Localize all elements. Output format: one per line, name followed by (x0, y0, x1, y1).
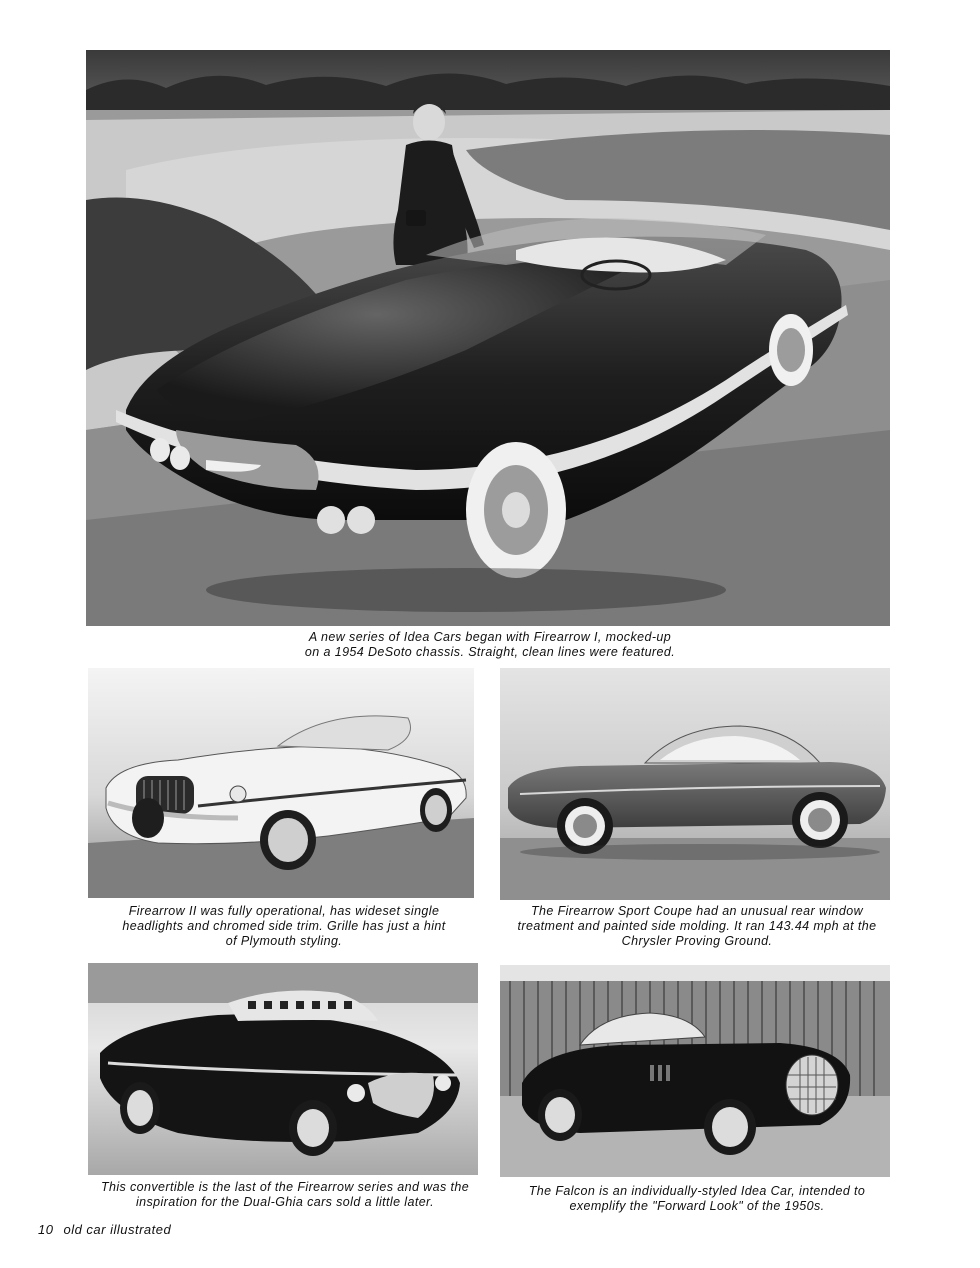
photo-firearrow-convertible (88, 963, 478, 1175)
photo-firearrow-sport-coupe (500, 668, 890, 900)
caption-line: The Firearrow Sport Coupe had an unusual rear window (530, 904, 864, 918)
caption-line: Firearrow II was fully operational, has wideset single (128, 904, 440, 918)
page-footer (38, 1222, 171, 1237)
caption-falcon (500, 1184, 894, 1214)
page-number: 10 (38, 1222, 54, 1237)
caption-line: This convertible is the last of the Firearrow series and was the (100, 1180, 470, 1194)
caption-firearrow-ii (88, 904, 480, 949)
caption-firearrow-convertible (86, 1180, 484, 1210)
caption-line: of Plymouth styling. (225, 934, 343, 948)
publication-name: old car illustrated (63, 1222, 172, 1237)
caption-line: The Falcon is an individually-styled Idea Car, intended to (528, 1184, 866, 1198)
photo-firearrow-i (86, 50, 890, 626)
caption-line: Chrysler Proving Ground. (621, 934, 773, 948)
caption-firearrow-sport-coupe (500, 904, 894, 949)
caption-firearrow-i (240, 630, 740, 660)
photo-falcon (500, 965, 890, 1177)
caption-line: on a 1954 DeSoto chassis. Straight, clean lines were featured. (304, 645, 676, 659)
caption-line: A new series of Idea Cars began with Firearrow I, mocked-up (308, 630, 672, 644)
photo-firearrow-ii (88, 668, 474, 898)
caption-line: inspiration for the Dual-Ghia cars sold a little later. (135, 1195, 435, 1209)
caption-line: treatment and painted side molding. It ran 143.44 mph at the (517, 919, 877, 933)
caption-line: exemplify the "Forward Look" of the 1950s. (569, 1199, 825, 1213)
caption-line: headlights and chromed side trim. Grille has just a hint (122, 919, 446, 933)
